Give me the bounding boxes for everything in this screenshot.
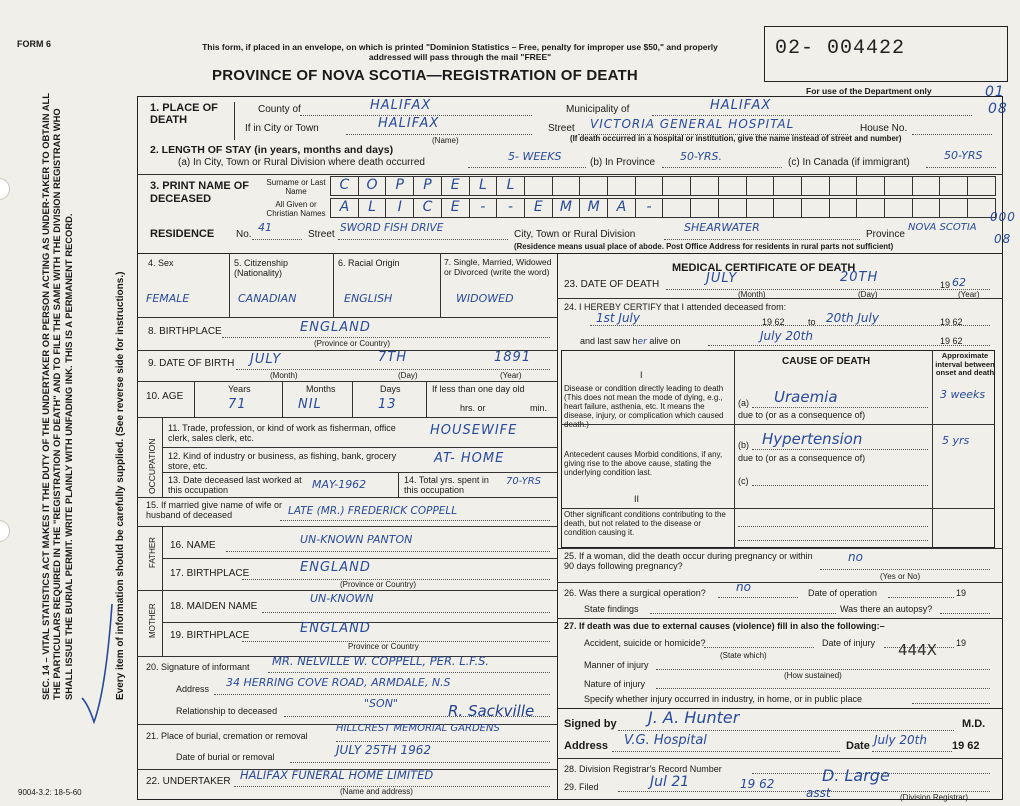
department-code-2: 08 (988, 101, 1008, 117)
racial-origin-value: ENGLISH (344, 292, 393, 305)
father-name-label: 16. NAME (170, 540, 216, 551)
house-number-label: House No. (860, 123, 908, 134)
surname-cell[interactable] (636, 177, 664, 195)
filed-date: Jul 21 (650, 774, 690, 790)
md-label: M.D. (962, 718, 986, 730)
signature-date-label: Date (846, 740, 870, 752)
age-months-value: NIL (298, 397, 322, 412)
mailing-notice: This form, if placed in an envelope, on which is printed "Dominion Statistics – Free, penalty for improper use $50," and properly addressed will pass through the mail "FREE" (202, 42, 718, 62)
municipality-label: Municipality of (566, 104, 630, 115)
signed-by-label: Signed by (564, 718, 617, 730)
given-name-cell[interactable]: A (608, 199, 636, 217)
county-value: HALIFAX (370, 98, 432, 113)
given-name-cell[interactable] (691, 199, 719, 217)
stay-city-label: (a) In City, Town or Rural Division where death occurred (178, 157, 425, 168)
surname-cell[interactable] (940, 177, 968, 195)
death-year-caption: (Year) (958, 290, 980, 299)
informant-signature: R. Sackville (448, 702, 535, 720)
residence-city-label: City, Town or Rural Division (514, 229, 636, 240)
year-to: 19 62 (940, 317, 963, 327)
dob-year: 1891 (494, 350, 532, 365)
nature-label: Nature of injury (584, 679, 646, 689)
surname-cell[interactable]: L (470, 177, 498, 195)
burial-date-value: JULY 25TH 1962 (336, 743, 431, 757)
residence-street-value: SWORD FISH DRIVE (340, 222, 444, 234)
spouse-label: 15. If married give name of wife or husband of deceased (146, 500, 283, 520)
industry-label: 12. Kind of industry or business, as fishing, bank, grocery store, etc. (168, 451, 397, 471)
father-birthplace-value: ENGLAND (300, 560, 371, 575)
residence-province-label: Province (866, 229, 905, 240)
surname-cell[interactable] (719, 177, 747, 195)
physician-address-value: V.G. Hospital (624, 733, 707, 748)
surname-cell[interactable] (747, 177, 775, 195)
date-of-death-year-prefix: 19 (940, 280, 951, 290)
name-caption: (Name) (432, 136, 459, 145)
given-name-cell[interactable]: E (525, 199, 553, 217)
to-label: to (808, 317, 816, 327)
surname-cell[interactable] (553, 177, 581, 195)
length-of-stay-label: 2. LENGTH OF STAY (in years, months and days) (150, 144, 394, 156)
undertaker-label: 22. UNDERTAKER (146, 776, 231, 787)
sex-value: FEMALE (146, 292, 190, 305)
date-of-death-month: JULY (706, 271, 738, 286)
age-years-value: 71 (228, 397, 247, 412)
binder-hole-bottom (0, 520, 10, 542)
last-worked-value: MAY-1962 (312, 478, 367, 491)
form-title: PROVINCE OF NOVA SCOTIA—REGISTRATION OF DEATH (212, 67, 638, 84)
stay-province-value: 50-YRS. (680, 150, 723, 163)
given-name-cell[interactable]: I (386, 199, 414, 217)
surname-label: Surname or Last Name (266, 178, 326, 196)
cause-b-label: (b) (738, 440, 749, 450)
total-years-value: 70-YRS (506, 476, 542, 487)
external-code-note: 444X (898, 641, 937, 659)
check-mark-icon (78, 600, 118, 730)
marital-status-label: 7. Single, Married, Widowed or Divorced (write the word) (444, 257, 552, 277)
informant-label: 20. Signature of informant (146, 662, 250, 672)
given-name-cell[interactable]: M (580, 199, 608, 217)
cause-c-label: (c) (738, 476, 749, 486)
given-name-cell[interactable]: - (636, 199, 664, 217)
record-number: 02- 004422 (775, 37, 906, 60)
surname-cell[interactable]: P (386, 177, 414, 195)
surname-cell[interactable]: C (331, 177, 359, 195)
occupation-side-label: OCCUPATION (147, 438, 157, 494)
residence-street-label: Street (308, 229, 335, 240)
operation-year-prefix: 19 (956, 588, 967, 598)
residence-label: RESIDENCE (150, 228, 215, 240)
given-names-cells[interactable] (330, 198, 996, 218)
age-months-label: Months (306, 384, 336, 394)
given-name-cell[interactable] (857, 199, 885, 217)
birthplace-value: ENGLAND (300, 320, 371, 335)
surname-cell[interactable] (580, 177, 608, 195)
death-day-caption: (Day) (858, 290, 878, 299)
given-name-cell[interactable]: - (497, 199, 525, 217)
surname-cell[interactable] (774, 177, 802, 195)
hospital-note: (If death occurred in a hospital or institution, give the name instead of street and number) (570, 134, 902, 143)
given-name-cell[interactable]: L (359, 199, 387, 217)
city-label: If in City or Town (245, 123, 319, 134)
mother-birthplace-label: 19. BIRTHPLACE (170, 630, 250, 641)
last-saw-her: er (637, 337, 647, 347)
father-birthplace-caption: (Province or Country) (340, 580, 417, 589)
street-label: Street (548, 123, 575, 134)
operation-date-label: Date of operation (808, 588, 878, 598)
given-name-cell[interactable] (940, 199, 968, 217)
burial-place-value: HILLCREST MEMORIAL GARDENS (336, 723, 500, 734)
industry-value: AT- HOME (434, 451, 505, 466)
given-name-cell[interactable]: M (553, 199, 581, 217)
burial-place-label: 21. Place of burial, cremation or removal (146, 731, 308, 741)
autopsy-label: Was there an autopsy? (840, 604, 933, 614)
department-use-label: For use of the Department only (806, 86, 932, 96)
department-code-1: 01 (985, 84, 1005, 100)
cause-b-due: due to (or as a consequence of) (738, 453, 866, 463)
father-name-value: UN-KNOWN PANTON (300, 533, 413, 546)
attended-from: 1st July (596, 311, 640, 325)
informant-value: MR. NELVILLE W. COPPELL, PER. L.F.S. (272, 654, 490, 668)
year-from: 19 62 (762, 317, 785, 327)
residence-no-value: 41 (258, 221, 272, 234)
relationship-label: Relationship to deceased (176, 706, 278, 716)
stay-canada-value: 50-YRS (944, 149, 983, 162)
street-value: VICTORIA GENERAL HOSPITAL (590, 117, 795, 131)
last-saw-label: and last saw her alive on (580, 336, 681, 347)
physician-address-label: Address (564, 740, 609, 752)
dob-month-caption: (Month) (270, 371, 298, 380)
dob-day-caption: (Day) (398, 371, 418, 380)
age-days-label: Days (380, 384, 401, 394)
pregnancy-label: 25. If a woman, did the death occur during pregnancy or within 90 days following pregnancy? (564, 551, 813, 571)
injury-date-label: Date of injury (822, 638, 876, 648)
section-one-label: I (640, 370, 643, 380)
racial-origin-label: 6. Racial Origin (338, 258, 400, 268)
mother-name-value: UN-KNOWN (310, 592, 374, 605)
age-hrs-label: hrs. or (460, 403, 486, 413)
marital-status-value: WIDOWED (456, 292, 514, 305)
surname-cells[interactable] (330, 176, 996, 196)
surname-cell[interactable]: E (442, 177, 470, 195)
residence-city-value: SHEARWATER (684, 221, 760, 234)
surname-cell[interactable] (802, 177, 830, 195)
signature-year-value: 19 62 (952, 740, 980, 752)
birthplace-label: 8. BIRTHPLACE (148, 326, 222, 337)
footer-code: 9004-3.2: 18-5-60 (18, 788, 82, 797)
state-which-caption: (State which) (720, 651, 767, 660)
interval-title: Approximate interval between onset and death (935, 351, 995, 378)
pregnancy-value: no (848, 550, 863, 564)
how-sustained-caption: (How sustained) (784, 671, 842, 680)
registrar-caption: (Division Registrar) (900, 793, 969, 802)
mother-birthplace-value: ENGLAND (300, 621, 371, 636)
age-days-value: 13 (378, 397, 397, 412)
total-years-label: 14. Total yrs. spent in this occupation (404, 475, 489, 495)
given-names-label: All Given or Christian Names (266, 200, 326, 218)
registrar-record-label: 28. Division Registrar's Record Number (564, 764, 722, 774)
surname-cell[interactable] (830, 177, 858, 195)
surname-cell[interactable] (968, 177, 995, 195)
given-name-cell[interactable] (747, 199, 775, 217)
signed-by-value: J. A. Hunter (648, 708, 740, 727)
injury-location-label: Specify whether injury occurred in industry, in home, or in public place (584, 694, 862, 704)
residence-note: (Residence means usual place of abode. Post Office Address for residents in rural parts not sufficient) (514, 242, 894, 251)
burial-date-label: Date of burial or removal (176, 752, 275, 762)
given-name-cell[interactable] (830, 199, 858, 217)
age-min-label: min. (530, 403, 548, 413)
date-of-death-year: 62 (952, 276, 966, 289)
given-name-cell[interactable] (885, 199, 913, 217)
surname-cell[interactable]: P (414, 177, 442, 195)
surname-cell[interactable] (608, 177, 636, 195)
manner-label: Manner of injury (584, 660, 649, 670)
undertaker-caption: (Name and address) (340, 787, 413, 796)
age-less-label: If less than one day old (432, 384, 525, 394)
citizenship-label: 5. Citizenship (Nationality) (234, 258, 289, 278)
dob-month: JULY (250, 352, 282, 367)
given-name-cell[interactable] (663, 199, 691, 217)
last-saw-year: 19 62 (940, 336, 963, 346)
surname-cell[interactable]: L (497, 177, 525, 195)
given-name-cell[interactable] (719, 199, 747, 217)
stay-canada-label: (c) In Canada (if immigrant) (788, 157, 910, 168)
relationship-value: "SON" (364, 697, 398, 710)
residence-margin-code-2: 08 (994, 232, 1012, 246)
attended-to: 20th July (826, 311, 879, 325)
cause-a-due: due to (or as a consequence of) (738, 410, 866, 420)
municipality-value: HALIFAX (710, 98, 772, 113)
given-name-cell[interactable] (774, 199, 802, 217)
given-name-cell[interactable]: C (414, 199, 442, 217)
medical-certificate-title: MEDICAL CERTIFICATE OF DEATH (672, 262, 856, 274)
form-number: FORM 6 (17, 39, 52, 49)
residence-margin-code-1: 000 (990, 210, 1016, 224)
filed-year: 19 62 (740, 777, 775, 791)
given-name-cell[interactable]: A (331, 199, 359, 217)
informant-address-label: Address (176, 684, 210, 694)
registrar-signature: D. Large (822, 766, 890, 785)
signature-date-value: July 20th (874, 733, 927, 747)
cause-of-death-title: CAUSE OF DEATH (782, 356, 871, 367)
given-name-cell[interactable] (802, 199, 830, 217)
surname-cell[interactable] (913, 177, 941, 195)
undertaker-value: HALIFAX FUNERAL HOME LIMITED (240, 768, 434, 782)
given-name-cell[interactable] (913, 199, 941, 217)
mother-name-label: 18. MAIDEN NAME (170, 601, 258, 612)
statutory-side-note: SEC. 14 – VITAL STATISTICS ACT MAKES IT THE DUTY OF THE UNDERTAKER OR PERSON ACTING AS UNDER-TAKER TO OBTAIN ALL THE PARTICULARS REQUIRED IN THE "REGISTRATION OF DEATH" AND TO FILE THE SAME WITH THE DIVISION REGISTRAR WHO SHALL ISSUE THE BURIAL PERMIT. WRITE PLAINLY WITH UNFADING INK. THIS IS A PERMANENT RECORD. (40, 93, 74, 700)
surname-cell[interactable] (663, 177, 691, 195)
instructions-side-note: Every item of information should be carefully supplied. (See reverse side for instructions.) (115, 271, 126, 700)
residence-no-label: No. (236, 229, 252, 240)
other-conditions-label: Other significant conditions contributing to the death, but not related to the disease or condition causing it. (564, 510, 726, 537)
stay-province-label: (b) In Province (590, 157, 656, 168)
antecedent-label: Antecedent causes Morbid conditions, if any, giving rise to the above cause, stating the underlying condition last. (564, 450, 723, 477)
sex-label: 4. Sex (148, 258, 174, 268)
cause-b-interval: 5 yrs (942, 434, 970, 447)
last-saw-date: July 20th (760, 329, 813, 343)
date-of-death-day: 20TH (840, 270, 879, 285)
father-birthplace-label: 17. BIRTHPLACE (170, 568, 250, 579)
accident-label: Accident, suicide or homicide? (584, 638, 706, 648)
surname-cell[interactable]: O (359, 177, 387, 195)
cause-a-interval: 3 weeks (940, 388, 986, 401)
stay-city-value: 5- WEEKS (508, 150, 562, 163)
trade-value: HOUSEWIFE (430, 423, 518, 438)
date-of-death-label: 23. DATE OF DEATH (564, 279, 660, 290)
spouse-value: LATE (MR.) FREDERICK COPPELL (288, 505, 458, 517)
surgical-label: 26. Was there a surgical operation? (564, 588, 706, 598)
county-label: County of (258, 104, 301, 115)
pregnancy-caption: (Yes or No) (880, 572, 921, 581)
binder-hole-top (0, 178, 10, 200)
mother-birthplace-caption: Province or Country (348, 642, 419, 651)
cause-a-label: (a) (738, 398, 749, 408)
cause-b-value: Hypertension (762, 430, 863, 448)
injury-year-prefix: 19 (956, 638, 967, 648)
external-causes-label: 27. If death was due to external causes (violence) fill in also the following:– (564, 621, 885, 631)
father-side-label: FATHER (148, 537, 157, 568)
place-of-death-label: 1. PLACE OF DEATH (150, 102, 218, 126)
city-value: HALIFAX (378, 116, 440, 131)
informant-address-value: 34 HERRING COVE ROAD, ARMDALE, N.S (226, 676, 451, 689)
age-years-label: Years (228, 384, 251, 394)
surname-cell[interactable] (525, 177, 553, 195)
death-month-caption: (Month) (738, 290, 766, 299)
surname-cell[interactable] (885, 177, 913, 195)
last-worked-label: 13. Date deceased last worked at this occupation (168, 475, 302, 495)
trade-label: 11. Trade, profession, or kind of work as fisherman, office clerk, sales clerk, etc. (168, 423, 396, 443)
age-label: 10. AGE (146, 391, 184, 402)
mother-side-label: MOTHER (148, 603, 157, 638)
given-name-cell[interactable]: - (470, 199, 498, 217)
surname-cell[interactable] (691, 177, 719, 195)
registrar-deputy-note: asst (806, 786, 831, 800)
dob-year-caption: (Year) (500, 371, 522, 380)
residence-province-value: NOVA SCOTIA (908, 222, 977, 233)
record-number-box (764, 26, 1008, 82)
print-name-label: 3. PRINT NAME OF DECEASED (150, 180, 250, 205)
date-of-birth-label: 9. DATE OF BIRTH (148, 358, 235, 369)
disease-label: Disease or condition directly leading to death (This does not mean the mode of dying, e.g., heart failure, asthenia, etc. It means the disease, injury, or complication which caused death.) (564, 384, 724, 429)
surgical-value: no (736, 580, 751, 594)
cause-a-value: Uraemia (774, 388, 838, 406)
certify-label: 24. I HEREBY CERTIFY that I attended deceased from: (564, 302, 787, 312)
section-two-label: II (634, 494, 640, 504)
findings-label: State findings (584, 604, 639, 614)
birthplace-caption: (Province or Country) (314, 339, 391, 348)
given-name-cell[interactable]: E (442, 199, 470, 217)
dob-day: 7TH (378, 350, 407, 365)
filed-label: 29. Filed (564, 782, 599, 792)
surname-cell[interactable] (857, 177, 885, 195)
citizenship-value: CANADIAN (238, 292, 297, 305)
